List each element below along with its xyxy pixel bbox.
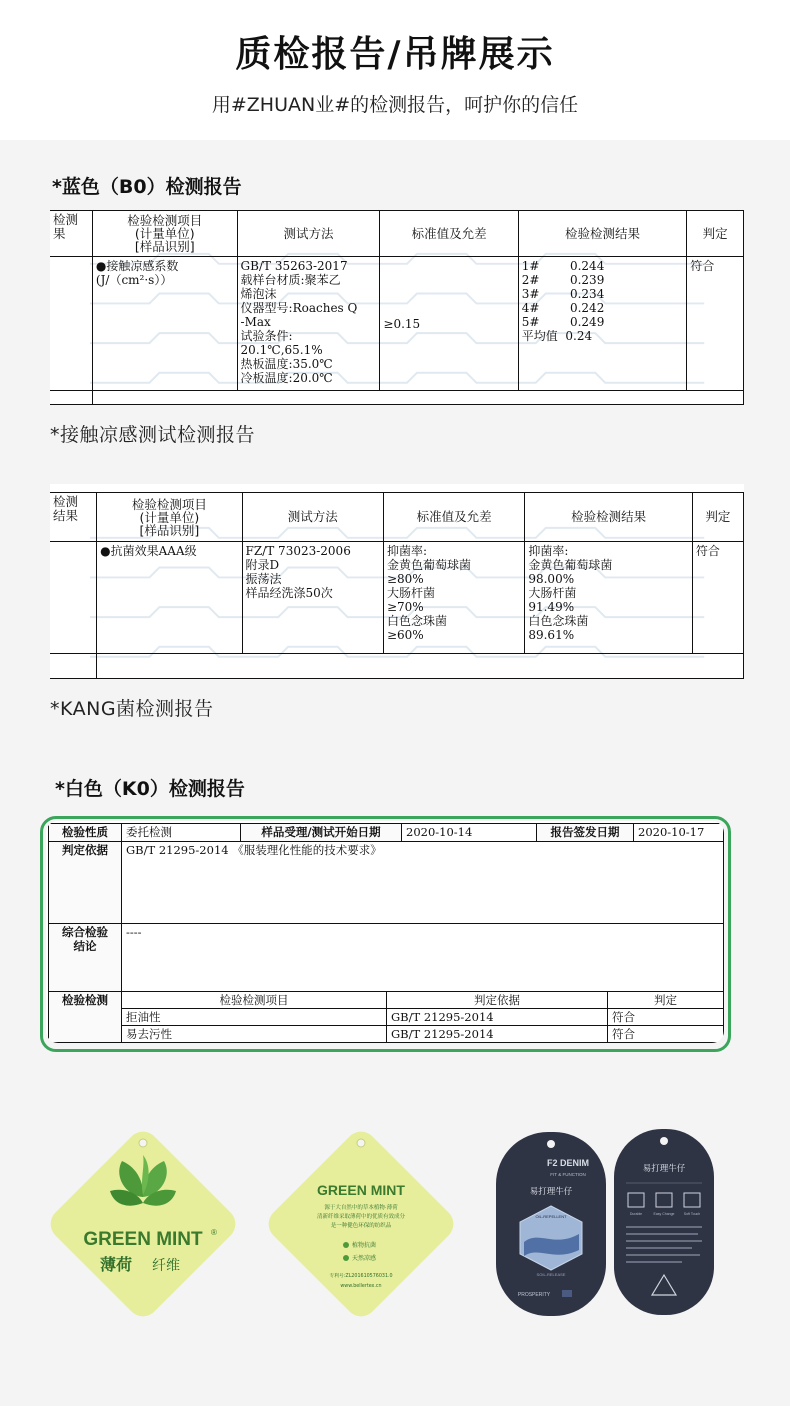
method-line: 试验条件:: [240, 329, 293, 344]
tag4-icon-label: Durable: [629, 1212, 643, 1216]
basis-label: 判定依据: [49, 842, 122, 924]
column-header: 检测 结果: [50, 493, 97, 542]
result-line: 89.61%: [528, 628, 575, 643]
standard-value-cell: ≥0.15: [380, 257, 518, 391]
column-header: 检测 果: [50, 211, 92, 257]
detail-verdict: 符合: [608, 1026, 724, 1043]
detail-label: 检验检测: [49, 992, 122, 1043]
table-header-row: [50, 211, 744, 257]
result-line: 抑菌率:: [528, 544, 569, 559]
method-line: GB/T 35263-2017: [240, 259, 348, 274]
page-title: 质检报告/吊牌展示: [235, 34, 555, 75]
start-date-value: 2020-10-14: [402, 824, 537, 842]
tag2-line: 源于大自然中的草本植物·薄荷: [324, 1205, 398, 1211]
green-mint-tag-back: [262, 1125, 460, 1323]
green-mint-tag-front: [44, 1125, 242, 1323]
test-item-cell: [92, 257, 237, 391]
column-header: 标准值及允差: [383, 493, 524, 542]
tag3-panel-label2: SOIL-RELEASE: [536, 1272, 566, 1277]
result-line: 91.49%: [528, 600, 575, 615]
conclusion-label: 综合检验 结论: [49, 924, 122, 992]
tag1-brand: GREEN MINT: [83, 1229, 203, 1250]
method-line: 载样台材质:聚苯乙: [240, 273, 341, 288]
standard-line: ≥60%: [386, 628, 424, 643]
page-subtitle: 用#ZHUAN业#的检测报告，呵护你的信任: [211, 94, 579, 116]
leaf-bullet-icon: [343, 1242, 349, 1248]
tag3-name: 易打理牛仔: [529, 1187, 573, 1197]
verdict-cell: 符合: [687, 257, 744, 391]
column-header: 判定: [687, 211, 744, 257]
column-header: 测试方法: [237, 211, 380, 257]
test-item-cell: ●抗菌效果AAA级: [97, 542, 242, 654]
table-row: [50, 542, 744, 654]
column-header: 判定: [692, 493, 743, 542]
result-cell: [518, 257, 686, 391]
method-line: -Max: [240, 315, 271, 330]
report-antibacterial-table: [50, 492, 744, 679]
result-line: 2# 0.239: [521, 273, 605, 288]
method-line: 振荡法: [245, 572, 282, 587]
column-header: 测试方法: [242, 493, 383, 542]
result-line: 3# 0.234: [521, 287, 605, 302]
hang-tags-area: [0, 1095, 790, 1355]
nature-label: 检验性质: [49, 824, 122, 842]
result-line: 金黄色葡萄球菌: [528, 558, 613, 573]
result-line: 5# 0.249: [521, 315, 605, 330]
detail-basis: GB/T 21295-2014: [387, 1009, 608, 1026]
column-header: 检验检测结果: [518, 211, 686, 257]
standard-line: 金黄色葡萄球菌: [386, 558, 471, 573]
denim-tag-back: [612, 1127, 716, 1317]
report-antibacterial-document: [50, 484, 744, 679]
method-line: 样品经洗涤50次: [245, 586, 333, 601]
tag2-brand: GREEN MINT: [317, 1182, 405, 1198]
tag4-icon-label: Easy Change: [653, 1212, 675, 1216]
detail-verdict: 符合: [608, 1009, 724, 1026]
start-date-label: 样品受理/测试开始日期: [241, 824, 402, 842]
tag1-reg: ®: [211, 1228, 217, 1237]
result-line: 大肠杆菌: [528, 586, 577, 601]
issue-date-label: 报告签发日期: [537, 824, 634, 842]
tag3-footer-brand: PROSPERITY: [517, 1292, 551, 1298]
table-row-empty: [50, 654, 744, 679]
detail-item: 易去污性: [122, 1026, 387, 1043]
tag2-patent: 专利号:ZL201610576031.0: [329, 1274, 393, 1279]
standard-line: ≥80%: [386, 572, 424, 587]
tag4-icon-label: Soft Touch: [683, 1212, 701, 1216]
table-row-empty: [50, 390, 744, 404]
column-header: 检验检测项目 (计量单位) [样品识别]: [92, 211, 237, 257]
issue-date-value: 2020-10-17: [634, 824, 724, 842]
tag1-cn-name: 薄荷: [99, 1255, 133, 1274]
report-blue-document: [50, 210, 744, 405]
method-line: FZ/T 73023-2006: [245, 544, 351, 559]
leaf-bullet-icon: [343, 1255, 349, 1261]
tag3-panel-label: OIL-REPELLENT: [535, 1214, 567, 1219]
section-title-white: *白色（K0）检测报告: [55, 778, 245, 800]
method-line: 冷板温度:20.0℃: [240, 371, 333, 386]
test-method-cell: [237, 257, 380, 391]
standard-line: 大肠杆菌: [386, 586, 435, 601]
method-line: 20.1℃,65.1%: [240, 343, 323, 358]
result-line: 1# 0.244: [521, 259, 605, 274]
result-line: 98.00%: [528, 572, 575, 587]
detail-basis: GB/T 21295-2014: [387, 1026, 608, 1043]
tag2-site: www.bellertex.cn: [340, 1284, 382, 1289]
detail-item: 拒油性: [122, 1009, 387, 1026]
table-header-row: [50, 493, 744, 542]
conclusion-value: ----: [122, 924, 724, 992]
tag2-feature: 天然凉感: [352, 1255, 377, 1262]
column-header: 判定: [608, 992, 724, 1009]
table-row: [50, 257, 744, 391]
standard-value-cell: [383, 542, 524, 654]
test-method-cell: [242, 542, 383, 654]
tag2-line: 是一种健色环保的纺织品: [330, 1223, 392, 1229]
basis-value: GB/T 21295-2014 《服装理化性能的技术要求》: [122, 842, 724, 924]
method-line: 仪器型号:Roaches Q: [240, 301, 358, 316]
tag3-logo: F2 DENIM: [546, 1158, 590, 1168]
test-item-line: ●接触凉感系数: [95, 259, 179, 274]
method-line: 热板温度:35.0℃: [240, 357, 333, 372]
standard-line: 抑菌率:: [386, 544, 427, 559]
column-header: 标准值及允差: [380, 211, 518, 257]
column-header: 检验检测结果: [525, 493, 692, 542]
page-header: [0, 0, 790, 140]
section-title-blue: *蓝色（B0）检测报告: [52, 176, 242, 198]
nature-value: 委托检测: [122, 824, 241, 842]
highlight-frame: [40, 816, 731, 1052]
tag3-logo-sub: FIT & FUNCTION: [550, 1172, 586, 1177]
caption-cooling-report: *接触凉感测试检测报告: [50, 424, 256, 446]
result-line: 白色念珠菌: [528, 614, 589, 629]
result-line: 4# 0.242: [521, 301, 605, 316]
tag1-cn-suffix: 纤维: [152, 1258, 180, 1274]
tag2-line: 清新纤维采取薄荷中的优质有效成分: [316, 1214, 406, 1220]
column-header: 检验检测项目 (计量单位) [样品识别]: [97, 493, 242, 542]
caption-antibacterial-report: *KANG菌检测报告: [50, 698, 214, 720]
report-blue-table: [50, 210, 744, 405]
verdict-cell: 符合: [692, 542, 743, 654]
column-header: 检验检测项目: [122, 992, 387, 1009]
method-line: 附录D: [245, 558, 280, 573]
column-header: 判定依据: [387, 992, 608, 1009]
result-line: 平均值 0.24: [521, 329, 593, 344]
result-cell: [525, 542, 692, 654]
denim-tag-front: [494, 1130, 608, 1318]
standard-line: 白色念珠菌: [386, 614, 447, 629]
tag4-name: 易打理牛仔: [642, 1164, 686, 1174]
standard-line: ≥70%: [386, 600, 424, 615]
method-line: 烯泡沫: [240, 287, 277, 302]
tag2-feature: 植物抗菌: [352, 1242, 377, 1249]
test-item-line: (J/（cm²·s））: [95, 273, 173, 288]
